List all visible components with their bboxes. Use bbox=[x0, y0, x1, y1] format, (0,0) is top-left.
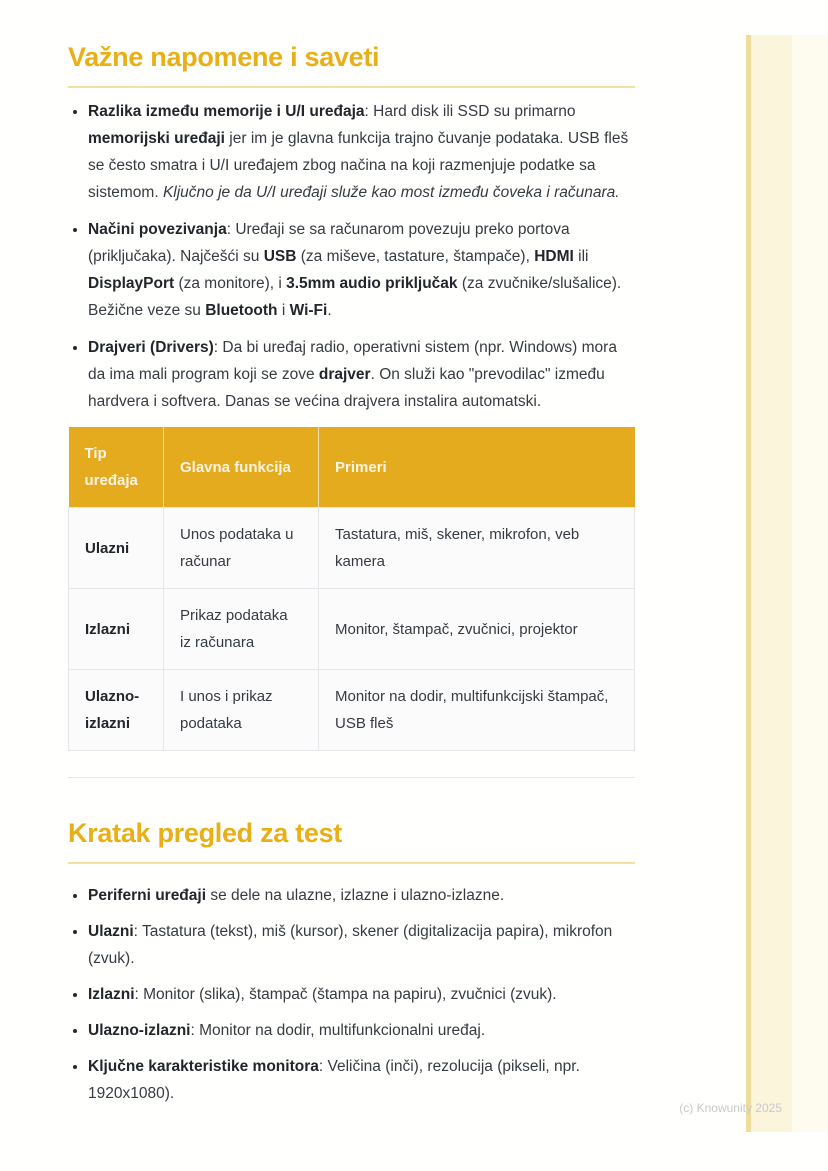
bullet-text: i bbox=[277, 302, 290, 319]
bullet-text: : Monitor na dodir, multifunkcionalni uređaj. bbox=[190, 1022, 486, 1039]
bullet-text-bold: Razlika između memorije i U/I uređaja bbox=[88, 103, 365, 120]
bullet-text-bold: Bluetooth bbox=[205, 302, 278, 319]
bullet-text-bold: Ulazni bbox=[88, 923, 134, 940]
bullet-text: . bbox=[327, 302, 332, 319]
bullet-text: ili bbox=[573, 248, 589, 265]
bullet-text: : Veličina (inči), rezolucija (pikseli, npr. 1920x1080). bbox=[88, 1058, 580, 1102]
list-item bbox=[88, 1053, 635, 1107]
section-review-underline bbox=[68, 862, 635, 864]
list-item bbox=[88, 1017, 635, 1044]
table-row bbox=[69, 670, 635, 751]
bullet-text: : Hard disk ili SSD su primarno bbox=[364, 103, 576, 120]
table-row bbox=[69, 589, 635, 670]
bullet-text-bold: Periferni uređaji bbox=[88, 887, 207, 904]
bullet-text: jer im je glavna funkcija trajno čuvanje podataka. USB fleš se često smatra i U/I uređajem zbog načina na koji razmenjuje podatke sa sistemom. bbox=[88, 130, 629, 201]
bullet-text-bold: Drajveri (Drivers) bbox=[88, 339, 214, 356]
section-review-title: Kratak pregled za test bbox=[68, 818, 342, 848]
table-cell: Prikaz podataka iz računara bbox=[164, 589, 319, 670]
list-item bbox=[88, 216, 635, 324]
table-cell: I unos i prikaz podataka bbox=[164, 670, 319, 751]
table-cell: Ulazni bbox=[69, 508, 164, 589]
table-cell: Tastatura, miš, skener, mikrofon, veb kamera bbox=[319, 508, 635, 589]
section-review bbox=[68, 816, 635, 1107]
bullet-text: : Monitor (slika), štampač (štampa na papiru), zvučnici (zvuk). bbox=[134, 986, 557, 1003]
notes-list bbox=[68, 98, 635, 415]
bullet-text: : Da bi uređaj radio, operativni sistem (npr. Windows) mora da ima mali program koji se zove bbox=[88, 339, 617, 383]
bullet-text-bold: HDMI bbox=[534, 248, 574, 265]
bullet-text: (za zvučnike/slušalice). Bežične veze su bbox=[88, 275, 622, 319]
bullet-text-bold: drajver bbox=[318, 366, 371, 383]
list-item bbox=[88, 981, 635, 1008]
bullet-text-bold: Načini povezivanja bbox=[88, 221, 227, 238]
table-header-cell: Primeri bbox=[319, 427, 635, 508]
review-list bbox=[68, 882, 635, 1107]
table-header-row bbox=[69, 427, 635, 508]
bullet-text-bold: 3.5mm audio priključak bbox=[286, 275, 458, 292]
section-notes-underline bbox=[68, 86, 635, 88]
section-notes bbox=[68, 40, 635, 415]
table-header-cell: Tip uređaja bbox=[69, 427, 164, 508]
table-header-cell: Glavna funkcija bbox=[164, 427, 319, 508]
table-cell: Unos podataka u računar bbox=[164, 508, 319, 589]
bullet-text-bold: memorijski uređaji bbox=[88, 130, 225, 147]
bullet-text: (za monitore), i bbox=[174, 275, 287, 292]
bullet-text-bold: Ulazno-izlazni bbox=[88, 1022, 191, 1039]
bullet-text-bold: Wi-Fi bbox=[289, 302, 328, 319]
list-item bbox=[88, 918, 635, 972]
bullet-text-bold: Izlazni bbox=[88, 986, 135, 1003]
section-notes-title: Važne napomene i saveti bbox=[68, 42, 380, 72]
page-edge-band bbox=[751, 35, 792, 1132]
bullet-text-bold: USB bbox=[263, 248, 297, 265]
list-item bbox=[88, 334, 635, 415]
document-content bbox=[68, 40, 635, 1116]
table-cell: Monitor, štampač, zvučnici, projektor bbox=[319, 589, 635, 670]
table-cell: Izlazni bbox=[69, 589, 164, 670]
bullet-text: : Tastatura (tekst), miš (kursor), skener (digitalizacija papira), mikrofon (zvuk). bbox=[88, 923, 613, 967]
bullet-text: se dele na ulazne, izlazne i ulazno-izlazne. bbox=[206, 887, 505, 904]
watermark: (c) Knowunity 2025 bbox=[679, 1101, 782, 1115]
table-row bbox=[69, 508, 635, 589]
list-item bbox=[88, 882, 635, 909]
section-divider bbox=[68, 777, 635, 778]
page-edge-band-light bbox=[792, 35, 828, 1132]
bullet-text-bold: Ključne karakteristike monitora bbox=[88, 1058, 319, 1075]
table-cell: Ulazno-izlazni bbox=[69, 670, 164, 751]
bullet-text: (za miševe, tastature, štampače), bbox=[296, 248, 535, 265]
bullet-text: . On služi kao "prevodilac" između hardvera i softvera. Danas se većina drajvera instalira automatski. bbox=[88, 366, 605, 410]
bullet-text-bold: DisplayPort bbox=[88, 275, 175, 292]
bullet-text-italic: Ključno je da U/I uređaji služe kao most između čoveka i računara. bbox=[162, 184, 620, 201]
table-cell: Monitor na dodir, multifunkcijski štampač, USB fleš bbox=[319, 670, 635, 751]
list-item bbox=[88, 98, 635, 206]
bullet-text: : Uređaji se sa računarom povezuju preko portova (priključaka). Najčešći su bbox=[88, 221, 570, 265]
device-types-table bbox=[68, 427, 635, 751]
